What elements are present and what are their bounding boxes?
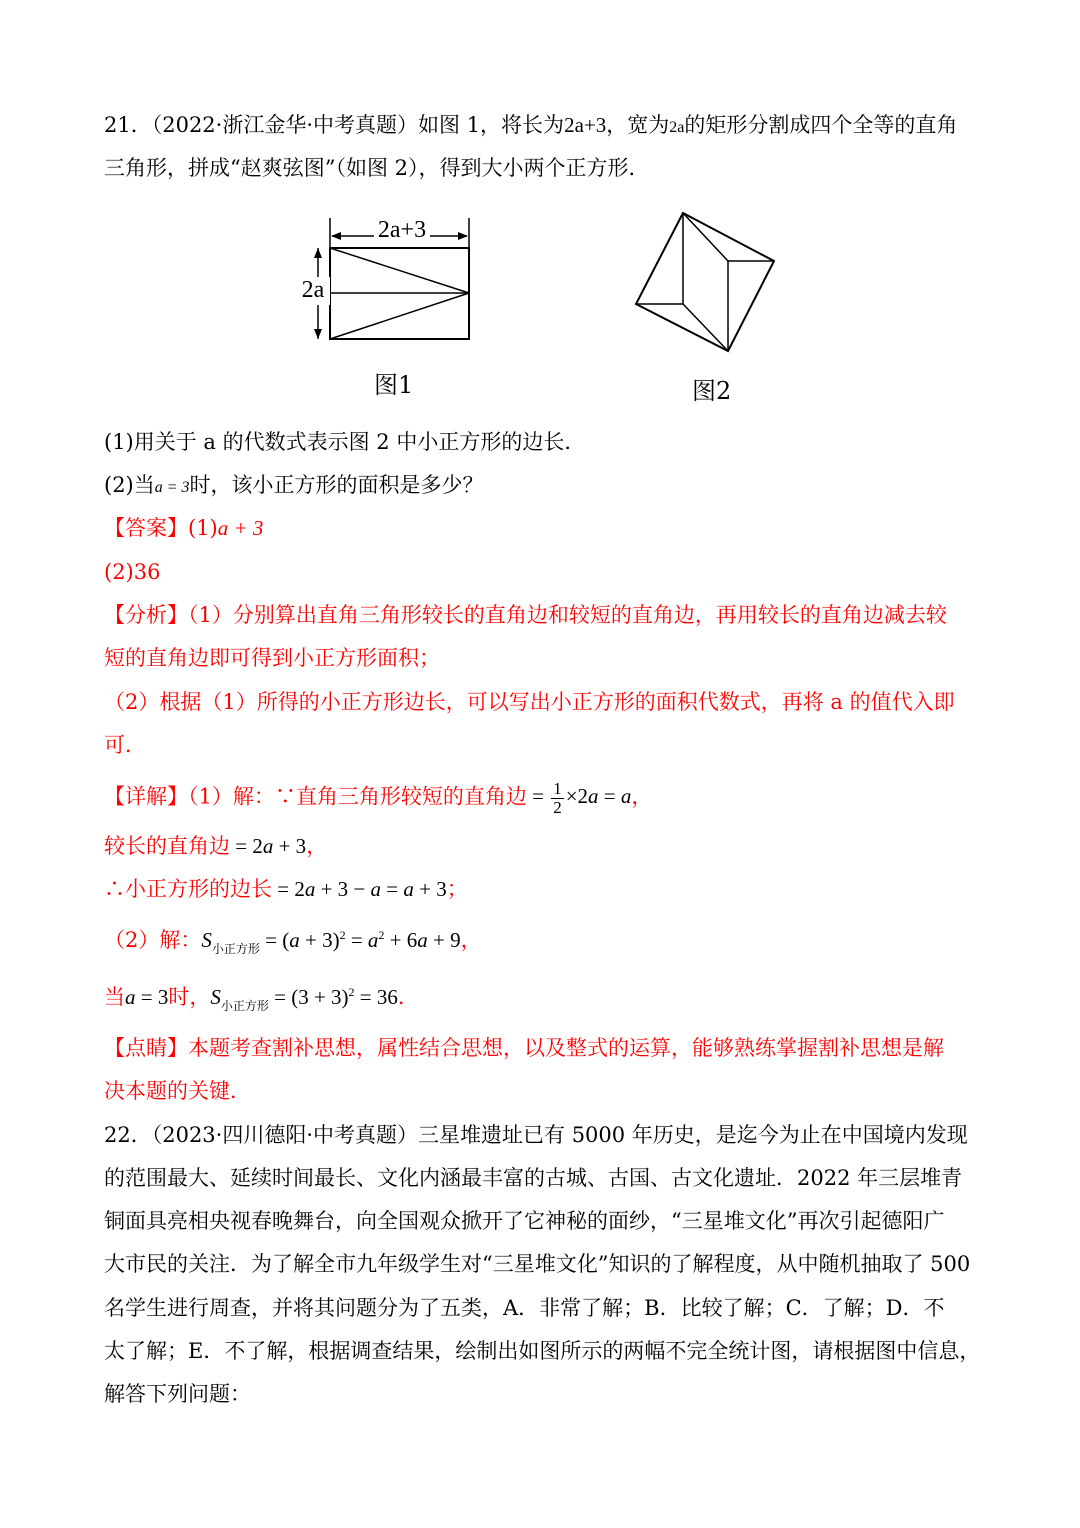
q21-line-2: 三角形，拼成“赵爽弦图”（如图 2），得到大小两个正方形． — [104, 156, 650, 180]
answer-part-2: (2)36 — [104, 560, 161, 584]
q22-line-7: 解答下列问题： — [104, 1382, 251, 1406]
analysis-line-3: （2）根据（1）所得的小正方形边长，可以写出小正方形的面积代数式，再将 a 的值代入即 — [104, 690, 955, 714]
answer-part-1: 【答案】(1)a + 3 — [104, 516, 264, 540]
width-expression: 2a — [669, 119, 685, 136]
detail-line-2: 较长的直角边 = 2a + 3， — [104, 834, 328, 858]
q22-line-3: 铜面具亮相央视春晚舞台，向全国观众掀开了它神秘的面纱，“三星堆文化”再次引起德阳广 — [104, 1209, 945, 1233]
figure-2-caption: 图2 — [692, 377, 732, 405]
detail-line-5: 当a = 3时，$S_{小正方形} = (3 + 3)^2 = 36$． — [104, 985, 419, 1013]
comment-line-1: 【点睛】本题考查割补思想，属性结合思想，以及整式的运算，能够熟练掌握割补思想是解 — [104, 1036, 944, 1060]
figure-1-caption: 图1 — [374, 371, 414, 399]
q22-line-4: 大市民的关注．为了解全市九年级学生对“三星堆文化”知识的了解程度，从中随机抽取了 500 — [104, 1252, 971, 1276]
comment-line-2: 决本题的关键． — [104, 1079, 251, 1103]
q21-part-2: (2)当a = 3时，该小正方形的面积是多少？ — [104, 473, 484, 497]
figure-2-zhao-shuang-diagram — [630, 205, 780, 360]
q22-line-6: 太了解；E．不了解，根据调查结果，绘制出如图所示的两幅不完全统计图，请根据图中信息， — [104, 1339, 981, 1363]
detail-line-4: （2）解：$S_{小正方形} = (a + 3)^2 = a^2 + 6a + 9$， — [104, 928, 482, 956]
analysis-line-2: 短的直角边即可得到小正方形面积； — [104, 646, 440, 670]
length-expression: 2a+3 — [564, 113, 607, 137]
analysis-line-4: 可． — [104, 733, 146, 757]
q21-line-1: 21．（2022·浙江金华·中考真题）如图 1，将长为2a+3，宽为2a的矩形分割成四个全等的直角 — [104, 113, 958, 137]
q22-line-2: 的范围最大、延续时间最长、文化内涵最丰富的古城、古国、古文化遗址．2022 年三层堆青 — [104, 1166, 963, 1190]
q22-line-1: 22．（2023·四川德阳·中考真题）三星堆遗址已有 5000 年历史，是迄今为止在中国境内发现 — [104, 1123, 968, 1147]
q22-line-5: 名学生进行周查，并将其问题分为了五类，A．非常了解；B．比较了解；C．了解；D．不 — [104, 1296, 945, 1320]
analysis-line-1: 【分析】（1）分别算出直角三角形较长的直角边和较短的直角边，再用较长的直角边减去较 — [104, 603, 947, 627]
fig1-side-label: 2a — [301, 277, 325, 303]
q21-part-1: (1)用关于 a 的代数式表示图 2 中小正方形的边长． — [104, 430, 586, 454]
figure-1-rectangle — [290, 205, 490, 345]
detail-line-3: ∴小正方形的边长 = 2a + 3 − a = a + 3； — [104, 877, 468, 901]
fig1-top-label: 2a+3 — [377, 217, 427, 243]
detail-line-1: 【详解】（1）解：∵直角三角形较短的直角边 = $\frac{1}{2}$ ×2a = a， — [104, 779, 653, 817]
